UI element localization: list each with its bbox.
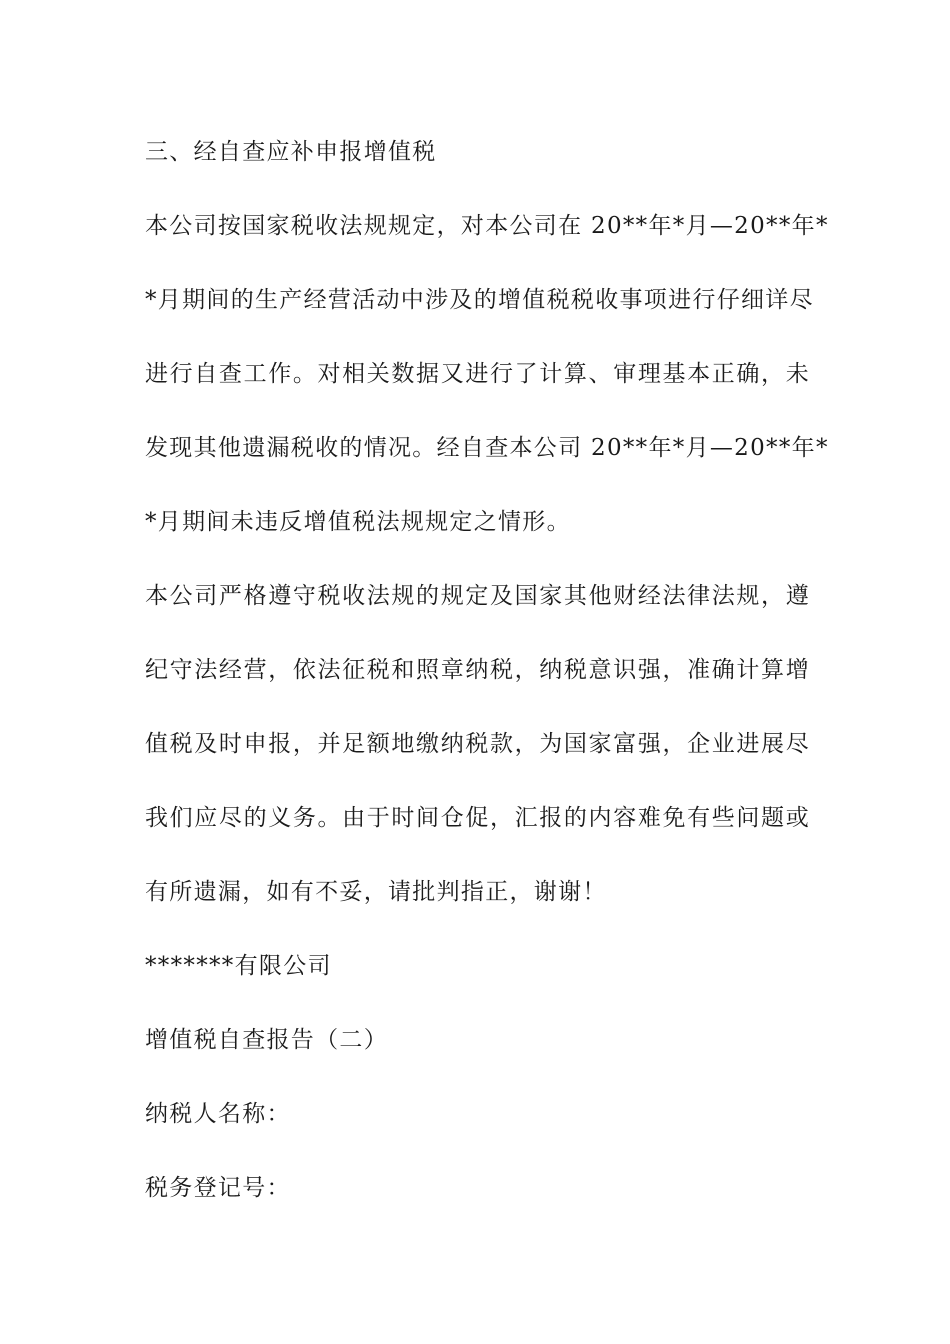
document-body <box>145 125 829 1235</box>
paragraph-line: *月期间未违反增值税法规规定之情形。 <box>145 509 571 535</box>
paragraph-line: 本公司按国家税收法规规定，对本公司在 20**年*月—20**年* <box>145 213 829 239</box>
section-heading: 三、经自查应补申报增值税 <box>145 139 437 165</box>
paragraph-line: 发现其他遗漏税收的情况。经自查本公司 20**年*月—20**年* <box>145 435 829 461</box>
paragraph-line: 值税及时申报，并足额地缴纳税款，为国家富强，企业进展尽 <box>145 731 810 757</box>
report-title: 增值税自查报告（二） <box>145 1027 388 1053</box>
tax-registration-label: 税务登记号： <box>145 1175 291 1201</box>
paragraph-line: 有所遗漏，如有不妥，请批判指正，谢谢！ <box>145 879 607 905</box>
taxpayer-name-label: 纳税人名称： <box>145 1101 291 1127</box>
paragraph-line: 进行自查工作。对相关数据又进行了计算、审理基本正确，未 <box>145 361 810 387</box>
paragraph-line: *月期间的生产经营活动中涉及的增值税税收事项进行仔细详尽 <box>145 287 814 313</box>
paragraph-line: 本公司严格遵守税收法规的规定及国家其他财经法律法规，遵 <box>145 583 810 609</box>
paragraph-line: 纪守法经营，依法征税和照章纳税，纳税意识强，准确计算增 <box>145 657 810 683</box>
paragraph-line: 我们应尽的义务。由于时间仓促，汇报的内容难免有些问题或 <box>145 805 810 831</box>
company-name: *******有限公司 <box>145 953 332 979</box>
